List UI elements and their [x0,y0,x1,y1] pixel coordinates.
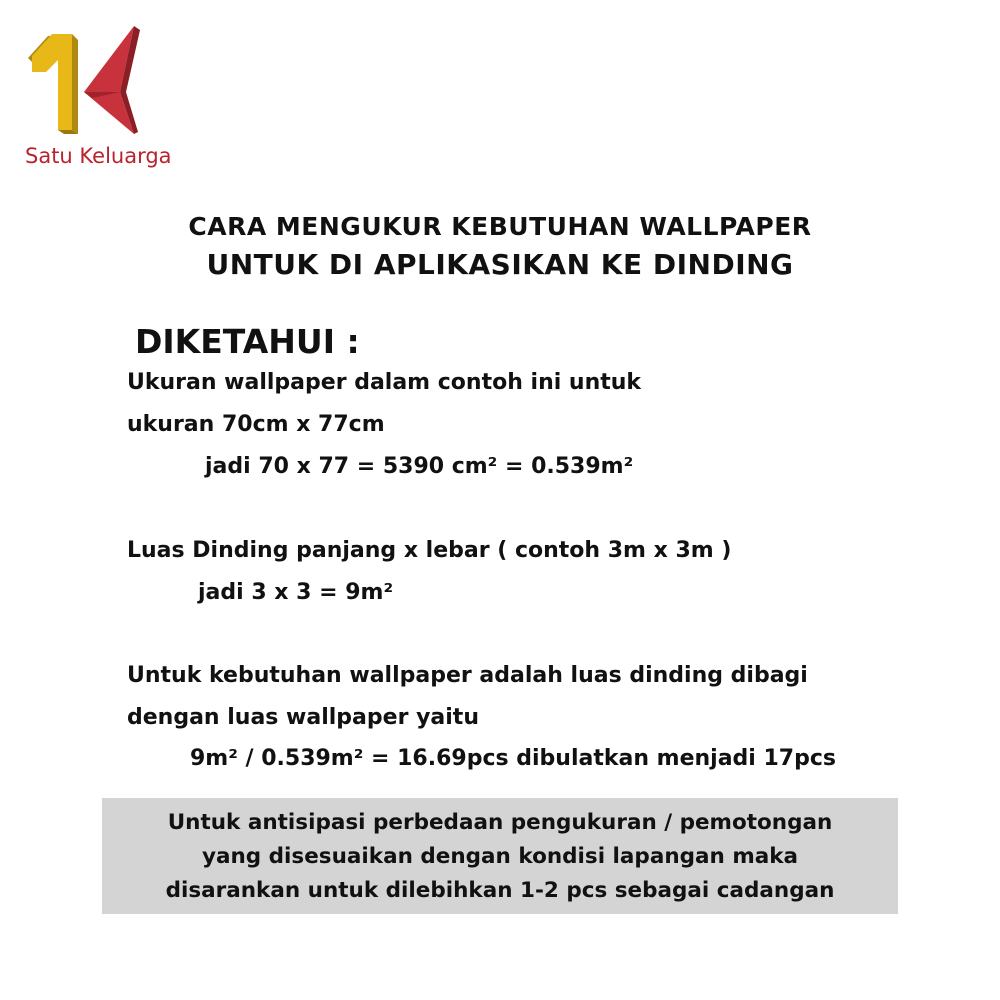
note-line-3: disarankan untuk dilebihkan 1-2 pcs sebagai cadangan [165,878,835,903]
1k-logo-icon [22,20,172,145]
wall-area-calc: jadi 3 x 3 = 9m² [198,580,394,605]
note-line-2: yang disesuaikan dengan kondisi lapangan maka [201,844,799,869]
wallpaper-size-line-2: ukuran 70cm x 77cm [127,412,385,437]
wallpaper-size-line-1: Ukuran wallpaper dalam contoh ini untuk [127,370,642,395]
brand-name: Satu Keluarga [25,144,172,168]
known-heading: DIKETAHUI : [135,322,360,361]
need-calc: 9m² / 0.539m² = 16.69pcs dibulatkan menjadi 17pcs [190,746,836,771]
need-line-1: Untuk kebutuhan wallpaper adalah luas dinding dibagi [127,663,808,688]
brand-logo [22,20,172,170]
title-line-2: UNTUK DI APLIKASIKAN KE DINDING [206,248,794,281]
wall-area-line: Luas Dinding panjang x lebar ( contoh 3m x 3m ) [127,538,732,563]
wallpaper-area-calc: jadi 70 x 77 = 5390 cm² = 0.539m² [205,454,634,479]
note-line-1: Untuk antisipasi perbedaan pengukuran / pemotongan [167,810,833,835]
title-line-1: CARA MENGUKUR KEBUTUHAN WALLPAPER [188,212,812,241]
need-line-2: dengan luas wallpaper yaitu [127,705,479,730]
recommendation-box [102,798,898,914]
